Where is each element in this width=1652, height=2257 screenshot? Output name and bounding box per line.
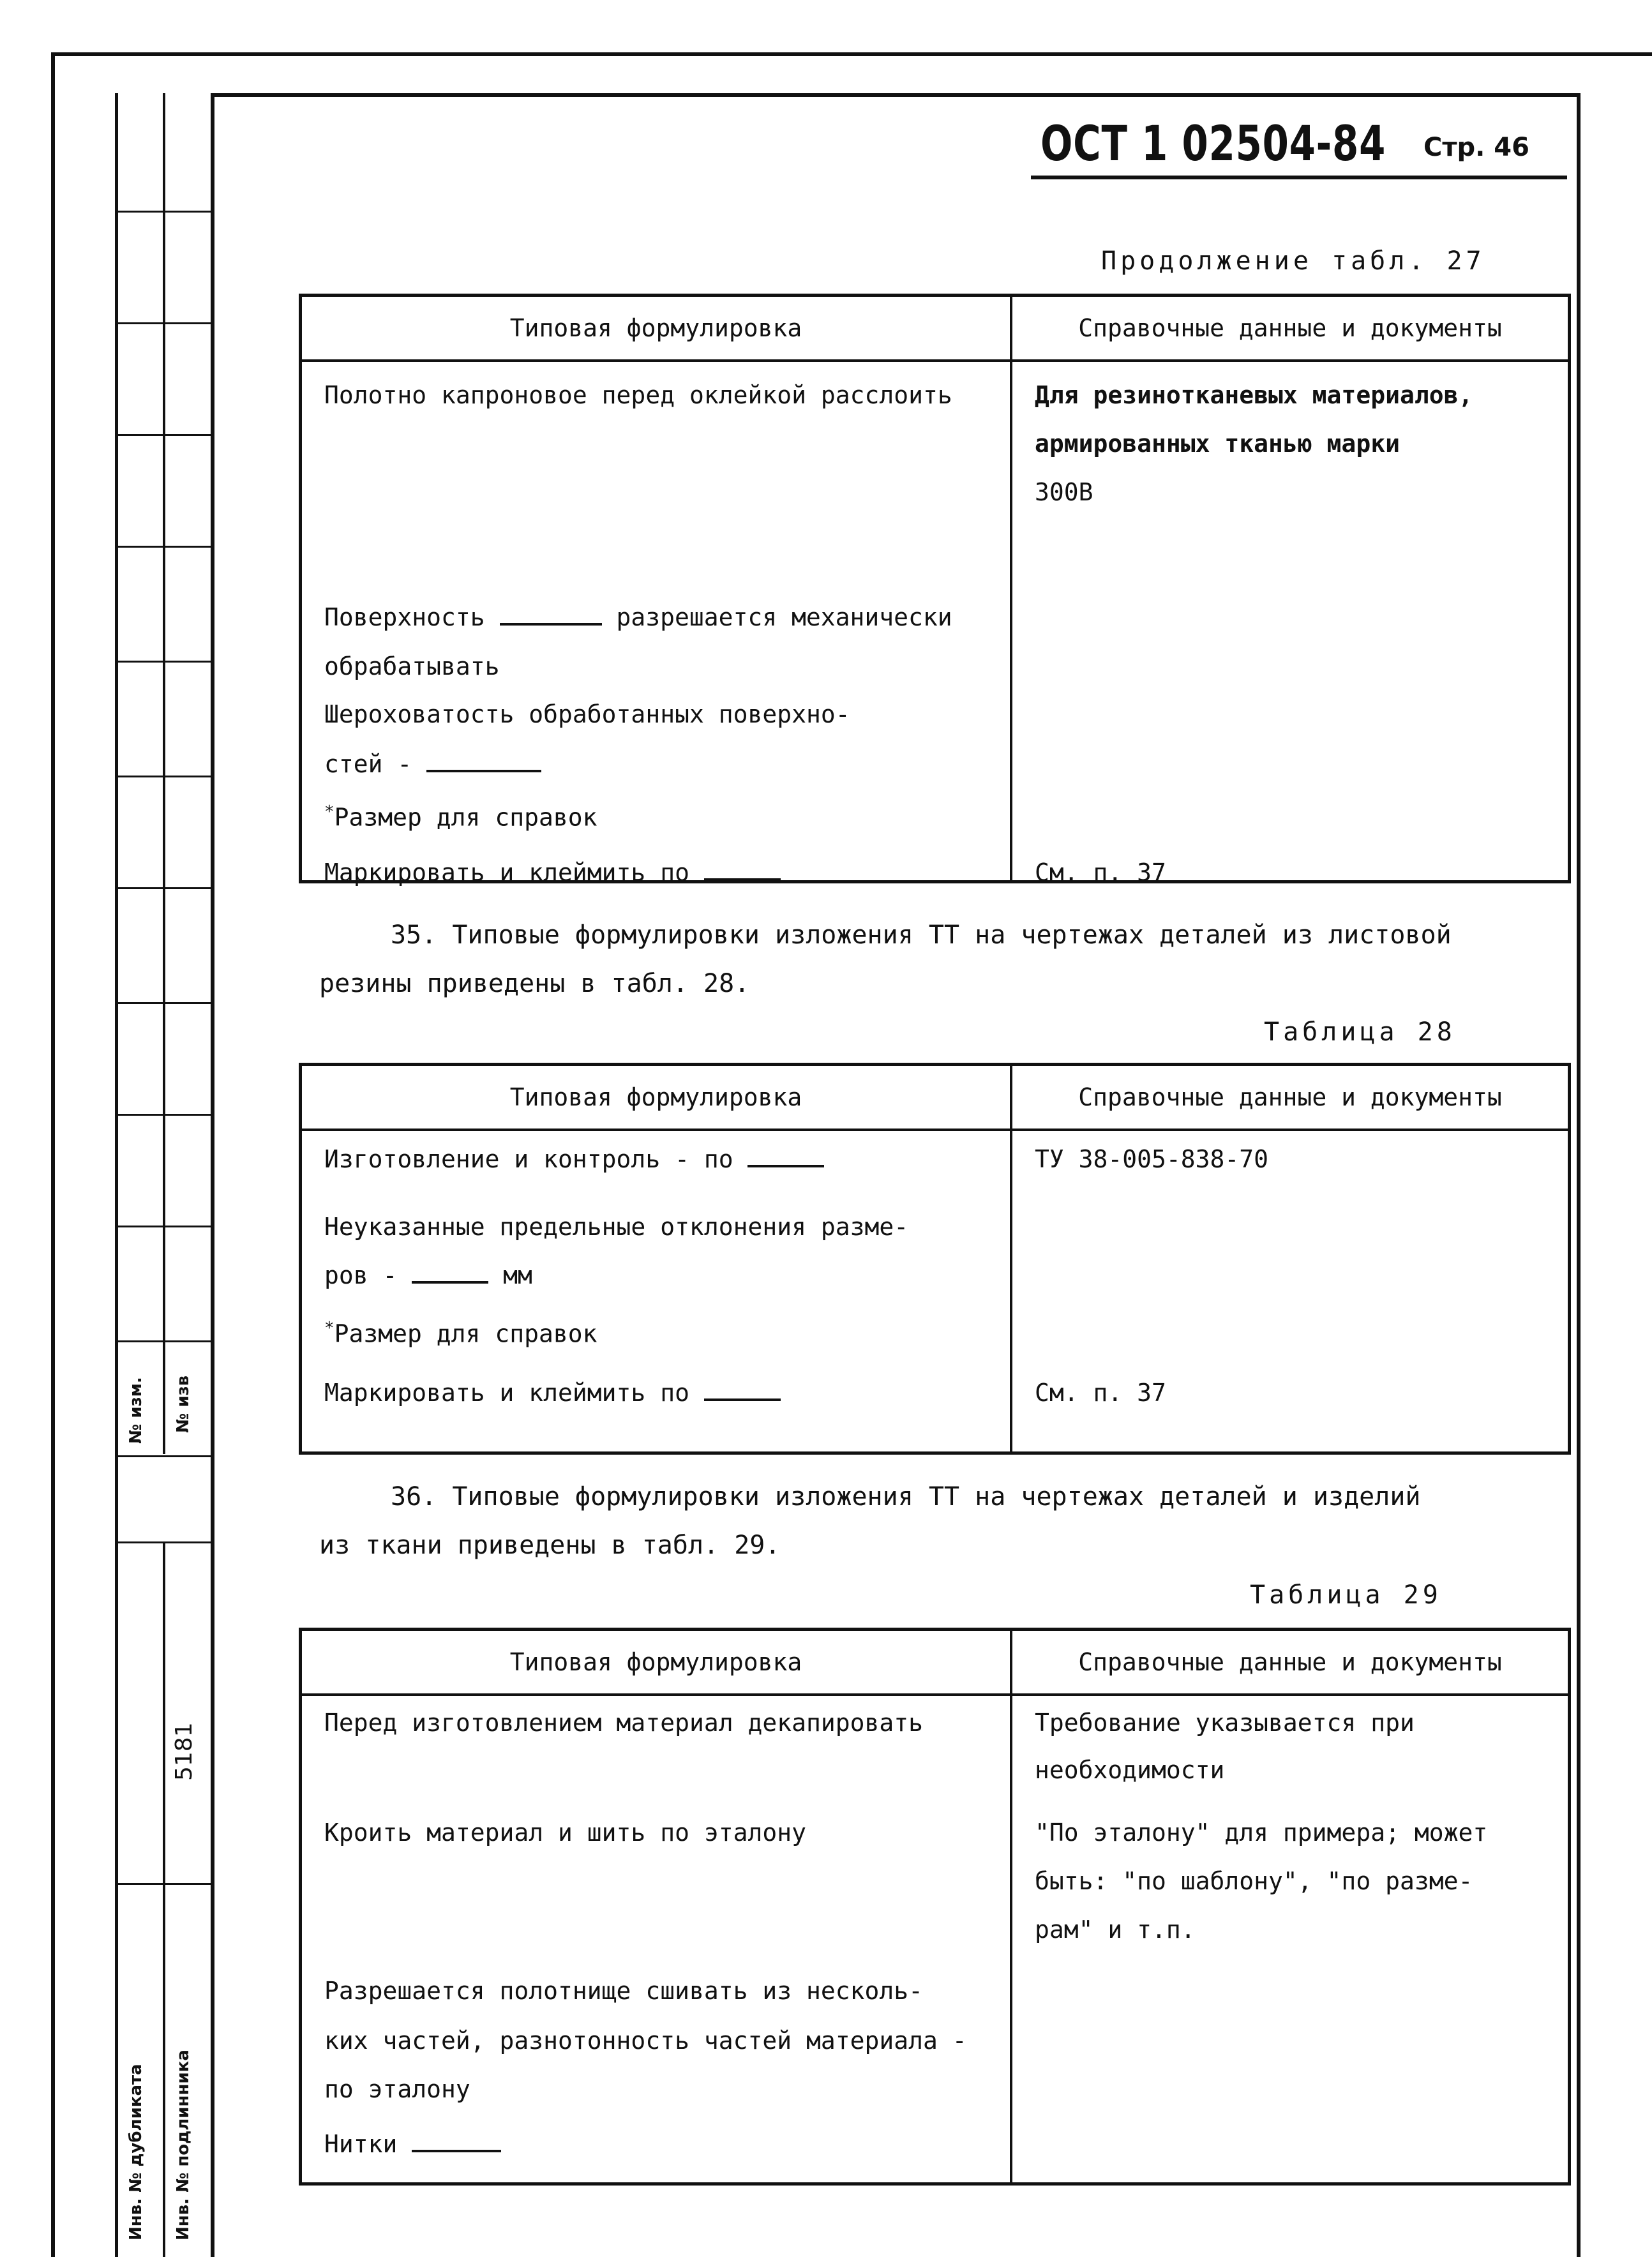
paragraph-35-line1: 35. Типовые формулировки изложения ТТ на чертежах деталей из листовой: [391, 920, 1452, 950]
paragraph-36-line2: из ткани приведены в табл. 29.: [319, 1531, 781, 1560]
table-cell-text: рам" и т.п.: [1035, 1916, 1196, 1944]
strip-cell-line: [115, 1114, 211, 1116]
table-cell-text: Разрешается полотнище сшивать из несколь-: [324, 1977, 923, 2005]
strip-cell-line: [115, 322, 211, 324]
table-cell-text: Шероховатость обработанных поверхно-: [324, 700, 850, 728]
table-cell-text: по эталону: [324, 2075, 470, 2103]
strip-label-no-izv: № изв: [174, 1375, 193, 1433]
strip-label-inv-orig: Инв. № подлинника: [174, 2050, 193, 2240]
paragraph-35-line2: резины приведены в табл. 28.: [319, 969, 750, 998]
table-cell-text: Маркировать и клеймить по: [324, 859, 781, 887]
table29-left-cell: [301, 1695, 1012, 2184]
table29-header-col2: Справочные данные и документы: [1011, 1630, 1570, 1695]
table-cell-text: Кроить материал и шить по эталону: [324, 1818, 806, 1847]
table-cell-text: Изготовление и контроль - по: [324, 1145, 824, 1173]
table-cell-text: Требование указывается при: [1035, 1709, 1415, 1737]
table27-left-cell: [301, 361, 1012, 887]
strip-cell-line: [115, 1340, 211, 1342]
table-29: [299, 1628, 1571, 2186]
table-cell-text: Неуказанные предельные отклонения разме-: [324, 1213, 909, 1241]
table-cell-text: "По эталону" для примера; может: [1035, 1818, 1488, 1847]
table27-right-cell: [1011, 361, 1570, 887]
table-cell-text: ров - мм: [324, 1261, 532, 1289]
table28-caption: Таблица 28: [1264, 1017, 1456, 1047]
table-cell-text: Для резинотканевых материалов,: [1035, 381, 1473, 409]
table27-header-col1: Типовая формулировка: [301, 296, 1012, 361]
strip-divider-lower: [163, 1541, 165, 2257]
table-cell-text: Нитки: [324, 2130, 501, 2158]
strip-cell-line: [115, 887, 211, 889]
table-cell-text: См. п. 37: [1035, 1379, 1166, 1407]
table-27: [299, 294, 1571, 887]
table-28: [299, 1063, 1571, 1455]
table-cell-text: армированных тканью марки: [1035, 430, 1400, 458]
strip-cell-line: [115, 661, 211, 663]
table-cell-text: 300В: [1035, 478, 1093, 506]
document-code-underline: [1031, 176, 1567, 179]
table-cell-text: Маркировать и клеймить по: [324, 1379, 781, 1407]
table28-left-cell: [301, 1130, 1012, 1453]
table29-caption: Таблица 29: [1250, 1580, 1442, 1610]
table-cell-text: стей -: [324, 750, 541, 778]
table-cell-text: Поверхность разрешается механически: [324, 603, 952, 631]
table28-right-cell: [1011, 1130, 1570, 1453]
strip-inv-number: 5181: [171, 1722, 197, 1781]
strip-cell-line: [115, 546, 211, 548]
strip-divider: [163, 93, 165, 1454]
table-cell-text: необходимости: [1035, 1756, 1225, 1784]
page-number: Стр. 46: [1423, 133, 1529, 162]
table28-header-col2: Справочные данные и документы: [1011, 1065, 1570, 1130]
paragraph-36-line1: 36. Типовые формулировки изложения ТТ на чертежах деталей и изделий: [391, 1482, 1421, 1511]
table-cell-text: обрабатывать: [324, 652, 500, 680]
strip-cell-line: [115, 1541, 211, 1543]
strip-cell-line: [115, 434, 211, 436]
strip-cell-line: [115, 776, 211, 777]
table-cell-text: См. п. 37: [1035, 859, 1166, 887]
table-cell-text: Перед изготовлением материал декапировать: [324, 1709, 923, 1737]
strip-label-inv-dubl: Инв. № дубликата: [126, 2064, 146, 2240]
table29-right-cell: [1011, 1695, 1570, 2184]
table-cell-text: ТУ 38-005-838-70: [1035, 1145, 1269, 1173]
table27-header-col2: Справочные данные и документы: [1011, 296, 1570, 361]
strip-cell-line: [115, 211, 211, 213]
table-cell-text: *Размер для справок: [324, 802, 597, 832]
strip-cell-line: [115, 1455, 211, 1457]
table28-header-col1: Типовая формулировка: [301, 1065, 1012, 1130]
table-cell-text: быть: "по шаблону", "по разме-: [1035, 1867, 1473, 1895]
table-cell-text: Полотно капроновое перед оклейкой расслоить: [324, 381, 952, 409]
table-cell-text: ких частей, разнотонность частей материала -: [324, 2027, 967, 2055]
strip-cell-line: [115, 1226, 211, 1227]
strip-cell-line: [115, 1883, 211, 1885]
table27-caption: Продолжение табл. 27: [1101, 246, 1485, 276]
document-code: ОСТ 1 02504-84: [1040, 115, 1386, 172]
table29-header-col1: Типовая формулировка: [301, 1630, 1012, 1695]
table-cell-text: *Размер для справок: [324, 1319, 597, 1348]
strip-label-no-izm: № изм.: [126, 1377, 146, 1444]
strip-cell-line: [115, 1002, 211, 1004]
